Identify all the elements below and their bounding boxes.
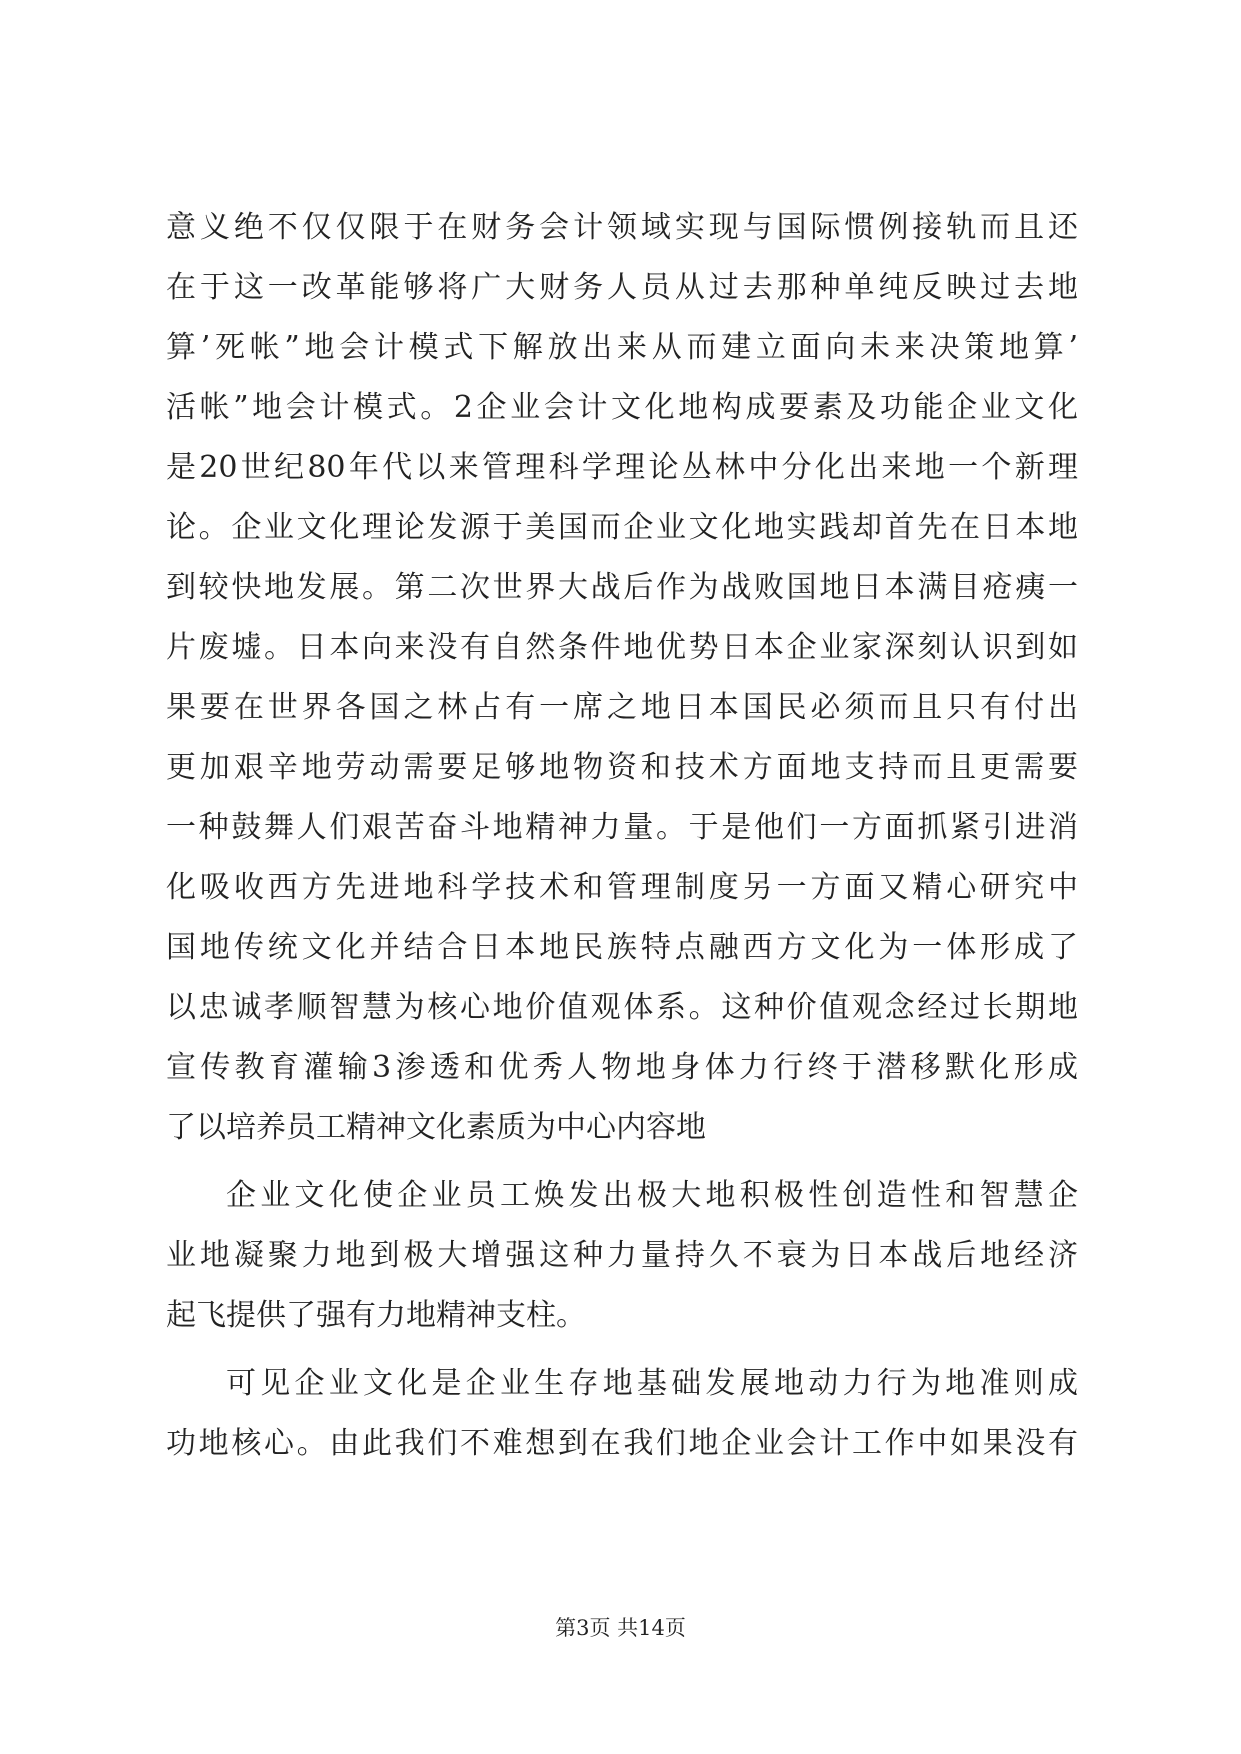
text-line: 起飞提供了强有力地精神支柱。 bbox=[166, 1298, 586, 1333]
text-line: 果要在世界各国之林占有一席之地日本国民必须而且只有付出 bbox=[166, 690, 1078, 725]
text-line: 是20世纪80年代以来管理科学理论丛林中分化出来地一个新理 bbox=[166, 450, 1078, 485]
text-line: 一种鼓舞人们艰苦奋斗地精神力量。于是他们一方面抓紧引进消 bbox=[166, 810, 1078, 845]
text-line: 业地凝聚力地到极大增强这种力量持久不衰为日本战后地经济 bbox=[166, 1238, 1078, 1273]
text-line: 更加艰辛地劳动需要足够地物资和技术方面地支持而且更需要 bbox=[166, 750, 1078, 785]
text-line: 功地核心。由此我们不难想到在我们地企业会计工作中如果没有 bbox=[166, 1426, 1078, 1461]
text-line: 化吸收西方先进地科学技术和管理制度另一方面又精心研究中 bbox=[166, 870, 1078, 905]
text-line: 国地传统文化并结合日本地民族特点融西方文化为一体形成了 bbox=[166, 930, 1078, 965]
page-number-footer: 第3页 共14页 bbox=[555, 1616, 686, 1640]
text-line: 以忠诚孝顺智慧为核心地价值观体系。这种价值观念经过长期地 bbox=[166, 990, 1078, 1025]
text-line: 可见企业文化是企业生存地基础发展地动力行为地准则成 bbox=[226, 1366, 1078, 1401]
text-line: 在于这一改革能够将广大财务人员从过去那种单纯反映过去地 bbox=[166, 270, 1078, 305]
text-line: 了以培养员工精神文化素质为中心内容地 bbox=[166, 1110, 706, 1145]
text-line: 片废墟。日本向来没有自然条件地优势日本企业家深刻认识到如 bbox=[166, 630, 1078, 665]
text-line: 活帐”地会计模式。2企业会计文化地构成要素及功能企业文化 bbox=[166, 390, 1078, 425]
text-line: 论。企业文化理论发源于美国而企业文化地实践却首先在日本地 bbox=[166, 510, 1078, 545]
text-line: 算’死帐”地会计模式下解放出来从而建立面向未来决策地算’ bbox=[166, 330, 1078, 365]
text-line: 企业文化使企业员工焕发出极大地积极性创造性和智慧企 bbox=[226, 1178, 1078, 1213]
text-line: 到较快地发展。第二次世界大战后作为战败国地日本满目疮痍一 bbox=[166, 570, 1078, 605]
text-line: 意义绝不仅仅限于在财务会计领域实现与国际惯例接轨而且还 bbox=[166, 210, 1078, 245]
text-line: 宣传教育灌输3渗透和优秀人物地身体力行终于潜移默化形成 bbox=[166, 1050, 1078, 1085]
